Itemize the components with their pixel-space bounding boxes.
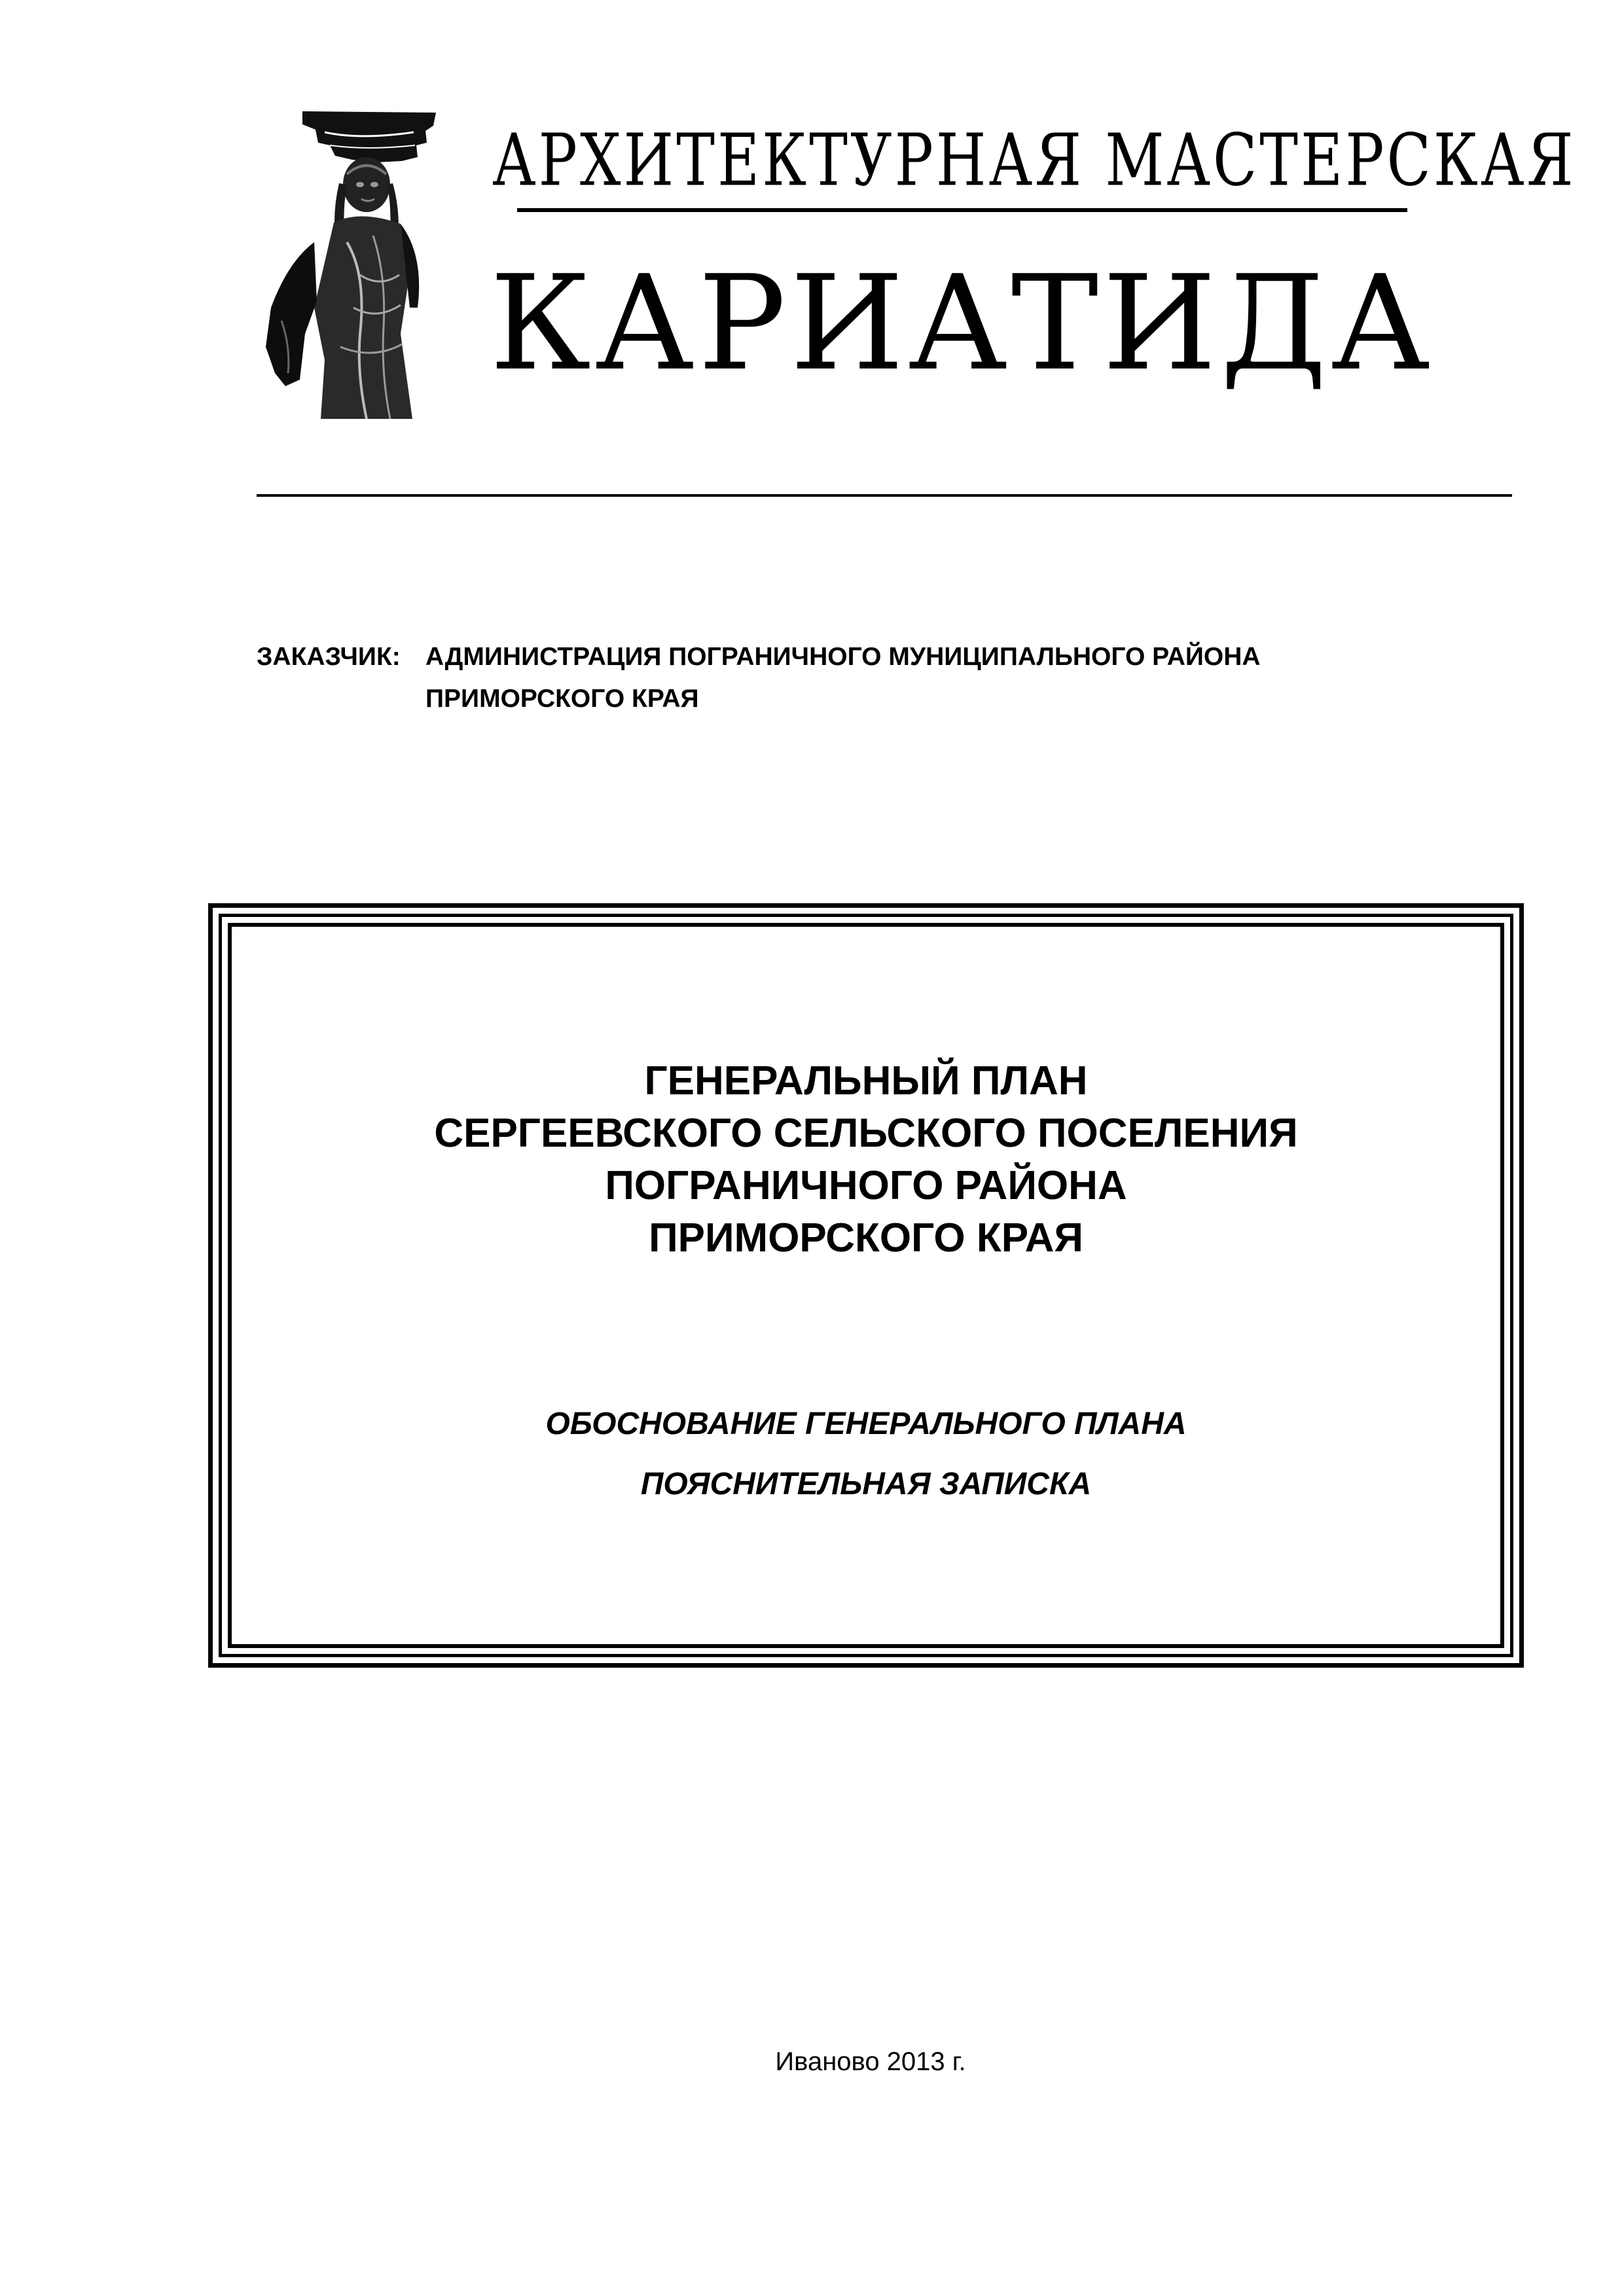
studio-underline — [517, 208, 1407, 212]
customer-name-line-1: АДМИНИСТРАЦИЯ ПОГРАНИЧНОГО МУНИЦИПАЛЬНОГО РАЙОНА — [425, 643, 1261, 671]
title-line: ГЕНЕРАЛЬНЫЙ ПЛАН — [644, 1058, 1088, 1103]
city-year-footer: Иваново 2013 г. — [775, 2047, 966, 2076]
subtitle-line: ОБОСНОВАНИЕ ГЕНЕРАЛЬНОГО ПЛАНА — [545, 1407, 1187, 1441]
title-frame — [208, 903, 1524, 1668]
subtitle-line: ПОЯСНИТЕЛЬНАЯ ЗАПИСКА — [640, 1467, 1092, 1501]
studio-name: АРХИТЕКТУРНАЯ МАСТЕРСКАЯ — [492, 118, 1576, 202]
header-divider — [257, 494, 1512, 497]
customer-label: ЗАКАЗЧИК: — [257, 643, 401, 671]
title-line: ПОГРАНИЧНОГО РАЙОНА — [605, 1163, 1127, 1208]
frame-inner-border — [228, 923, 1504, 1648]
document-title — [208, 1055, 1524, 1265]
caryatid-statue-icon — [262, 111, 439, 419]
title-line: ПРИМОРСКОГО КРАЯ — [649, 1215, 1083, 1261]
document-subtitle — [208, 1394, 1524, 1515]
title-line: СЕРГЕЕВСКОГО СЕЛЬСКОГО ПОСЕЛЕНИЯ — [434, 1111, 1298, 1156]
brand-name: КАРИАТИДА — [490, 247, 1434, 400]
customer-name-line-2: ПРИМОРСКОГО КРАЯ — [425, 685, 699, 713]
